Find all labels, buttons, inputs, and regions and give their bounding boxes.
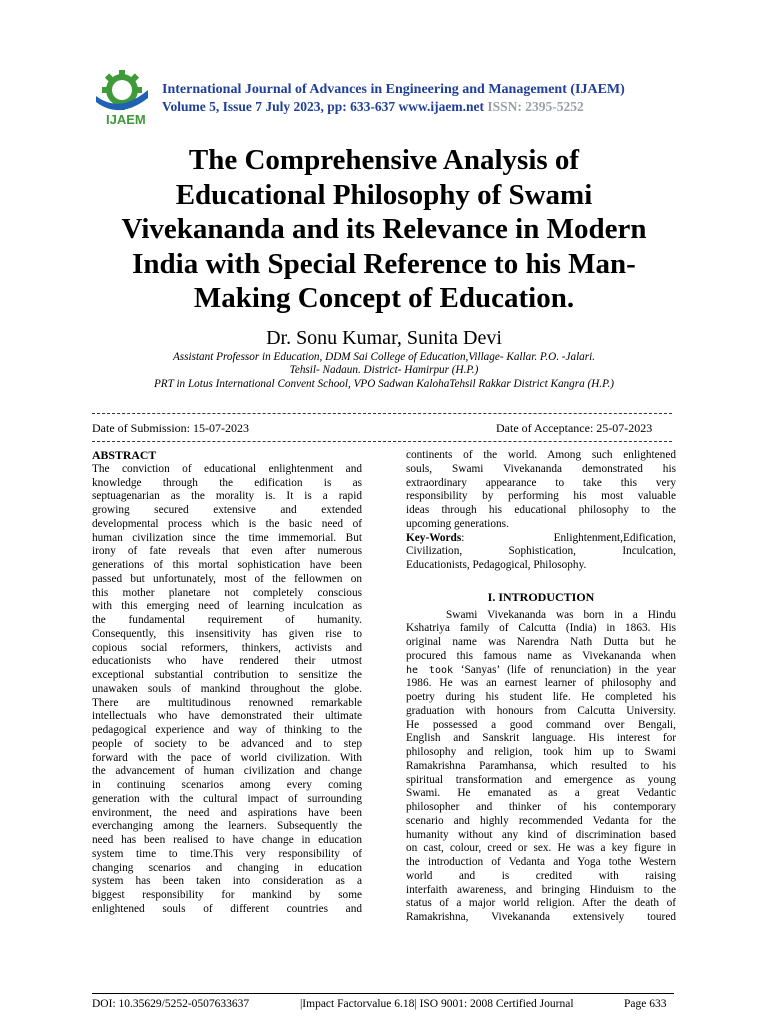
text-line: poetry during his student life. He completed his	[406, 691, 676, 703]
footer-doi: DOI: 10.35629/5252-0507633637	[92, 998, 250, 1010]
submission-date: Date of Submission: 15-07-2023	[92, 421, 249, 435]
text-line: procured this famous name as Vivekananda when	[406, 649, 676, 662]
text-line: biggest responsibility for mankind by some	[92, 889, 362, 901]
ijaem-logo-icon	[90, 68, 152, 126]
text-line: environment, the need and aspirations have been	[92, 806, 362, 819]
text-line: spiritual transformation and emergence as young	[406, 773, 676, 786]
text-line: irony of fate reveals that even after numerous	[92, 545, 362, 558]
text-line: The conviction of educational enlightenment and	[92, 462, 362, 475]
footer-impact: |Impact Factorvalue 6.18| ISO 9001: 2008 Certified Journal	[300, 998, 574, 1010]
intro-line	[406, 664, 676, 678]
text-line: on cast, colour, creed or sex. He was a key figure in	[406, 842, 676, 855]
text-line: English and Sanskrit language. His interest for	[406, 732, 676, 745]
text-line: system has been taken into consideration as a	[92, 875, 362, 888]
journal-header	[90, 68, 690, 128]
text-line: Ramakrishna, Vivekananda extensively toured	[406, 911, 676, 923]
text-line: exceptional substantial contribution to sensitize the	[92, 669, 362, 681]
text-line: generation with the cultural impact of surrounding	[92, 792, 362, 805]
footer-rule	[92, 993, 674, 994]
footer-page	[624, 998, 666, 1010]
text-line: everchanging among the learners. Subsequently the	[92, 820, 362, 833]
title-line: India with Special Reference to his Man-	[132, 247, 636, 280]
text-line: human civilization since the time immemorial. But	[92, 531, 362, 544]
journal-name: International Journal of Advances in Engineering and Management (IJAEM)	[162, 82, 625, 97]
text-line: Kshatriya family of Calcutta (India) in 1863. His	[406, 622, 676, 635]
text-line: He possessed a good command over Bengali,	[406, 718, 676, 731]
page-label: Page	[624, 998, 647, 1010]
text-line: pedagogical experience and way of thinking to the	[92, 724, 362, 736]
title-line: Vivekananda and its Relevance in Modern	[121, 213, 647, 245]
text-line: unawaken souls of mankind throughout the globe.	[92, 682, 362, 695]
text-line: ideas through his educational philosophy to the	[406, 504, 676, 516]
title-line: The Comprehensive Analysis of	[188, 144, 580, 176]
title-line: Making Concept of Education.	[193, 282, 575, 314]
abstract-heading: ABSTRACT	[92, 448, 157, 462]
text-line: system time to time.This very responsibility of	[92, 847, 362, 860]
abstract-column	[92, 449, 362, 917]
right-column	[406, 449, 676, 925]
text-line: world and is credited with raising	[406, 869, 676, 882]
text-line: philosopher and thinker of his contemporary	[406, 801, 676, 813]
text-line: copious social reformers, thinkers, activists and	[92, 641, 362, 654]
introduction-heading: I. INTRODUCTION	[487, 589, 595, 604]
text-line: responsibility by performing his most valuable	[406, 490, 676, 503]
introduction-body	[406, 677, 676, 925]
keywords-label: Key-Words	[406, 531, 462, 544]
divider	[92, 441, 672, 442]
journal-issue-info	[162, 99, 584, 115]
text-line: souls, Swami Vivekananda demonstrated his	[406, 462, 676, 475]
text-line: scenario and highly recommended Vedanta for the	[406, 814, 676, 827]
text-line: the advancement of human civilization and change	[92, 765, 362, 778]
text-line: 1986. He was an earnest learner of philosophy and	[406, 677, 676, 690]
issn: ISSN: 2395-5252	[487, 99, 584, 114]
text-line: Swami Vivekananda was born in a Hindu	[446, 608, 676, 621]
affiliation-line: Assistant Professor in Education, DDM Sai College of Education,Village- Kallar. P.O. -Jalari.	[172, 351, 596, 363]
text-line: enlightened souls of different countries and	[92, 902, 362, 915]
text-line: in continuing scenarios among every coming	[92, 779, 362, 791]
text-line: the introduction of Vedanta and Yoga tothe Western	[406, 856, 676, 868]
text-line: people of society to be advanced and to step	[92, 737, 362, 750]
text-line: intellectuals who have demonstrated their ultimate	[92, 710, 362, 723]
text-line: need has been realised to have change in education	[92, 834, 362, 846]
text-line: generations of this mortal sophistication have been	[92, 559, 362, 571]
intro-line-rest: ‘Sanyas’ (life of renunciation) in the year	[453, 663, 676, 676]
text-line: philosophy and religion, took him up to Swami	[406, 746, 676, 758]
text-line: There are multitudinous renowned remarkable	[92, 696, 362, 709]
divider	[92, 413, 672, 414]
text-line: continents of the world. Among such enlightened	[406, 449, 676, 461]
text-line: with this emerging need of learning inculcation as	[92, 600, 362, 613]
journal-website-link[interactable]: www.ijaem.net	[398, 99, 485, 114]
text-line: status of a major world religion. After the death of	[406, 897, 676, 910]
affiliation-line: PRT in Lotus International Convent School, VPO Sadwan KalohaTehsil Rakkar District Kangra (H.P.)	[153, 378, 615, 390]
intro-mono-fragment: he took	[406, 664, 454, 676]
text-line: educationists who have rendered their utmost	[92, 655, 362, 668]
acceptance-date: Date of Acceptance: 25-07-2023	[496, 421, 653, 435]
keywords-line: Educationists, Pedagogical, Philosophy.	[406, 559, 587, 571]
title-line: Educational Philosophy of Swami	[175, 178, 593, 211]
text-line: changing scenarios and changing in education	[92, 861, 362, 874]
text-line: Ramakrishna Paramhansa, which resulted to his	[406, 759, 676, 772]
page-number: 633	[649, 998, 667, 1010]
introduction-body	[406, 609, 676, 664]
text-line: developmental process which is the basic need of	[92, 517, 362, 530]
authors: Dr. Sonu Kumar, Sunita Devi	[266, 327, 502, 349]
text-line: extraordinary appearance to take this very	[406, 476, 676, 489]
affiliation-line: Tehsil- Nadaun. District- Hamirpur (H.P.)	[289, 364, 479, 376]
text-line: graduation with honours from Calcutta University.	[406, 704, 676, 717]
text-line: growing secured extensive and extended	[92, 504, 362, 516]
abstract-continued	[406, 449, 676, 532]
keywords-line	[406, 532, 676, 546]
keywords-first: : Enlightenment,Edification,	[461, 531, 676, 544]
text-line: original name was Narendra Nath Dutta but he	[406, 636, 676, 648]
text-line: Swami. He emanated as a great Vedantic	[406, 787, 676, 800]
logo-text: IJAEM	[106, 112, 146, 126]
text-line: humanity without any kind of discrimination based	[406, 828, 676, 841]
keywords-line: Civilization, Sophistication, Inculcation,	[406, 545, 676, 558]
paper-title	[60, 143, 708, 316]
text-line: upcoming generations.	[406, 517, 509, 530]
text-line: septuagenarian as the morality is. It is a rapid	[92, 490, 362, 503]
text-line: passed but unfortunately, most of the fellowmen on	[92, 572, 362, 585]
text-line: knowledge through the edification is as	[92, 476, 362, 489]
text-line: this mother planetare not completely conscious	[92, 586, 362, 599]
volume-info: Volume 5, Issue 7 July 2023, pp: 633-637	[162, 99, 396, 114]
text-line: interfaith awareness, and bringing Hinduism to the	[406, 883, 676, 896]
text-line: the fundamental requirement of humanity.	[92, 614, 362, 626]
abstract-body	[92, 463, 362, 917]
text-line: Consequently, this insensitivity has given rise to	[92, 627, 362, 640]
text-line: forward with the pace of world civilization. With	[92, 751, 362, 764]
